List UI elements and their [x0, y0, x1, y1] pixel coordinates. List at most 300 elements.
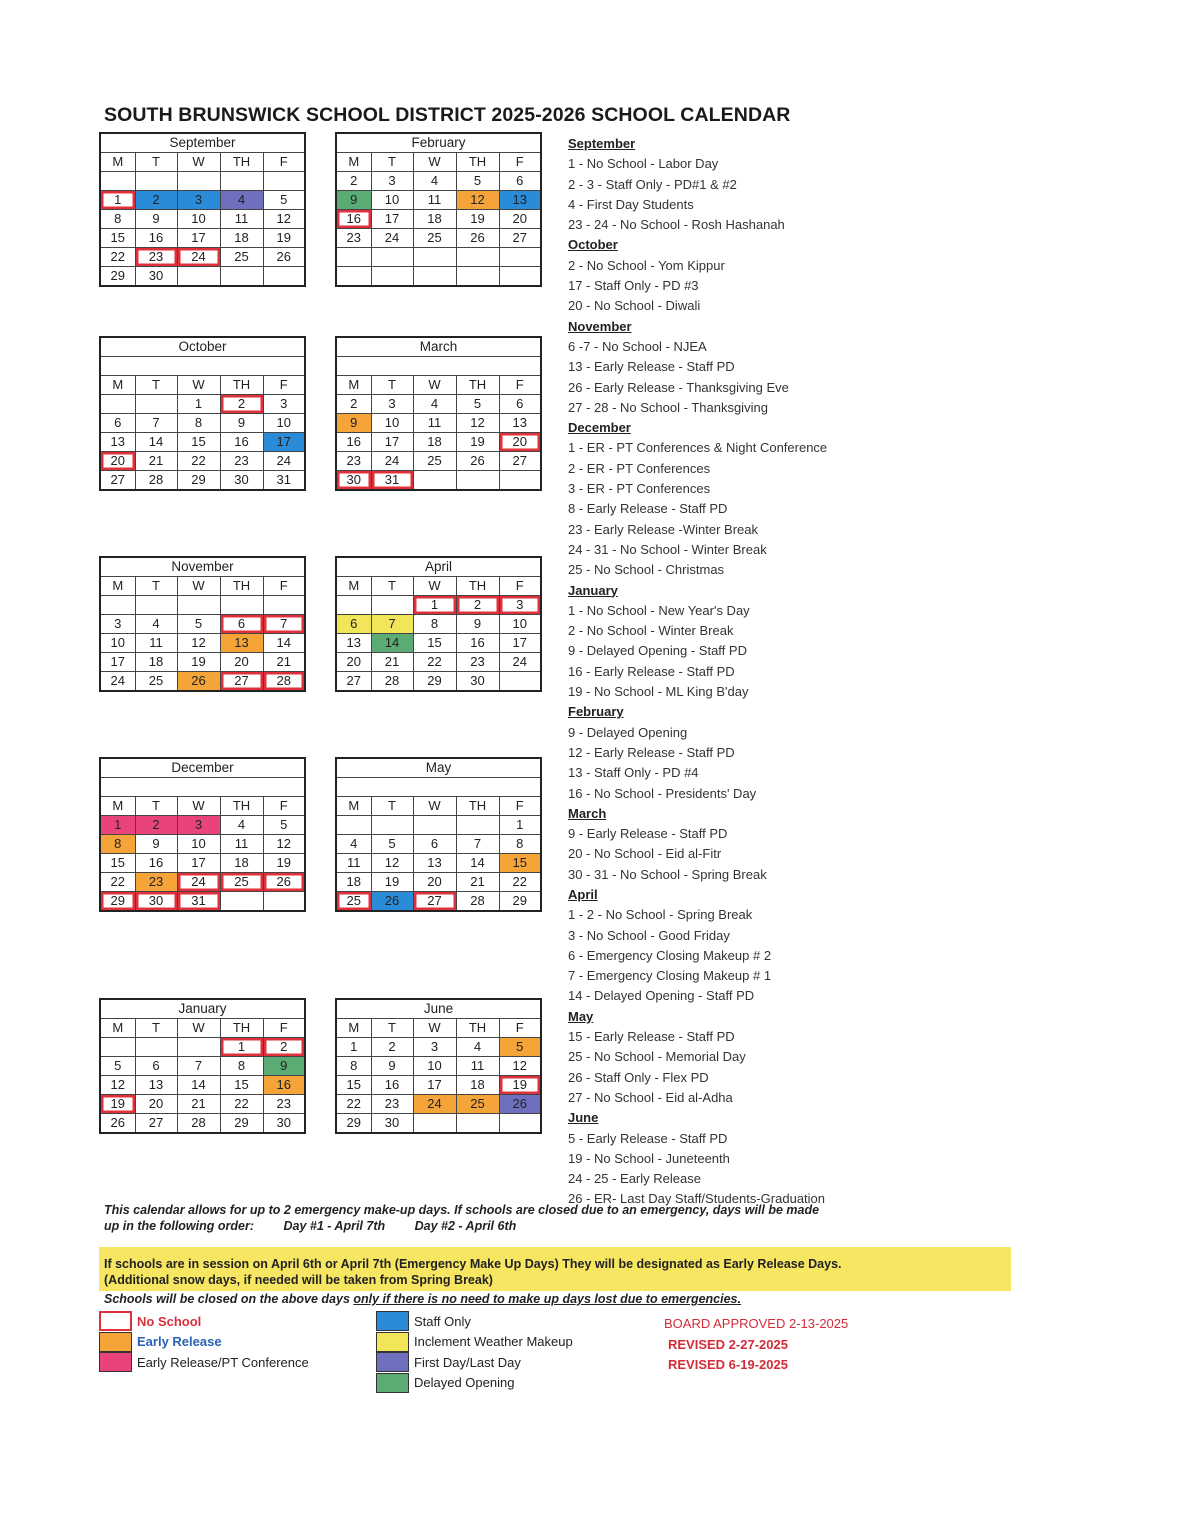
- day-cell: 3: [413, 1038, 456, 1057]
- day-cell: 28: [177, 1114, 220, 1134]
- day-cell: 27: [336, 672, 371, 692]
- day-cell: 21: [456, 873, 499, 892]
- day-cell: 20: [336, 653, 371, 672]
- empty-cell: [499, 267, 541, 287]
- day-cell: 29: [177, 471, 220, 491]
- week-row: [336, 615, 541, 634]
- day-cell: 27: [135, 1114, 177, 1134]
- day-cell: 3: [499, 596, 541, 615]
- empty-cell: [499, 248, 541, 267]
- day-cell: 24: [413, 1095, 456, 1114]
- day-cell: 19: [499, 1076, 541, 1095]
- weekday-header: W: [177, 797, 220, 816]
- week-row: [100, 596, 305, 615]
- event-month-heading: February: [568, 704, 624, 720]
- day-cell: 30: [135, 892, 177, 912]
- weekday-header: T: [135, 577, 177, 596]
- weekday-header: M: [100, 153, 135, 172]
- early-release-notice: [104, 1256, 842, 1288]
- closure-note-prefix: Schools will be closed on the above days: [104, 1292, 354, 1306]
- weekday-header: M: [336, 376, 371, 395]
- day-cell: 10: [177, 835, 220, 854]
- empty-cell: [336, 267, 371, 287]
- empty-cell: [177, 1038, 220, 1057]
- day-cell: 18: [220, 229, 263, 248]
- day-cell: 23: [456, 653, 499, 672]
- emergency-note: [104, 1202, 924, 1234]
- day-cell: 13: [499, 191, 541, 210]
- event-item: 1 - No School - Labor Day: [568, 156, 719, 172]
- day-cell: 13: [413, 854, 456, 873]
- month-name: October: [100, 337, 305, 357]
- event-item: 19 - No School - Juneteenth: [568, 1150, 730, 1166]
- empty-cell: [135, 172, 177, 191]
- day-cell: 15: [177, 433, 220, 452]
- day-cell: 2: [135, 816, 177, 835]
- event-month-heading: April: [568, 886, 598, 902]
- event-month-heading: January: [568, 582, 618, 598]
- event-item: 2 - 3 - Staff Only - PD#1 & #2: [568, 176, 737, 192]
- weekday-header: W: [413, 376, 456, 395]
- legend-item-do: [376, 1373, 514, 1393]
- day-cell: 6: [336, 615, 371, 634]
- empty-cell: [413, 267, 456, 287]
- day-cell: 12: [263, 210, 305, 229]
- day-cell: 1: [499, 816, 541, 835]
- day-cell: 24: [177, 248, 220, 267]
- weekday-header: T: [135, 1019, 177, 1038]
- day-cell: 4: [456, 1038, 499, 1057]
- day-cell: 4: [220, 816, 263, 835]
- weekday-header: W: [413, 153, 456, 172]
- day-cell: 27: [499, 229, 541, 248]
- day-cell: 13: [220, 634, 263, 653]
- week-row: [100, 229, 305, 248]
- day-cell: 21: [263, 653, 305, 672]
- day-cell: 24: [499, 653, 541, 672]
- event-item: 19 - No School - ML King B'day: [568, 684, 749, 700]
- day-cell: 14: [456, 854, 499, 873]
- empty-cell: [135, 596, 177, 615]
- week-row: [336, 892, 541, 912]
- empty-cell: [135, 395, 177, 414]
- day-cell: 1: [100, 191, 135, 210]
- week-row: [336, 835, 541, 854]
- day-cell: 4: [413, 395, 456, 414]
- day-cell: 5: [499, 1038, 541, 1057]
- day-cell: 9: [135, 210, 177, 229]
- day-cell: 25: [336, 892, 371, 912]
- week-row: [336, 1038, 541, 1057]
- event-item: 24 - 31 - No School - Winter Break: [568, 541, 767, 557]
- weekday-header: W: [413, 797, 456, 816]
- day-cell: 11: [135, 634, 177, 653]
- event-item: 4 - First Day Students: [568, 196, 694, 212]
- empty-cell: [100, 1038, 135, 1057]
- day-cell: 10: [371, 414, 413, 433]
- event-item: 2 - No School - Yom Kippur: [568, 257, 725, 273]
- day-cell: 27: [499, 452, 541, 471]
- day-cell: 25: [456, 1095, 499, 1114]
- day-cell: 8: [100, 835, 135, 854]
- month-name: June: [336, 999, 541, 1019]
- day-cell: 21: [177, 1095, 220, 1114]
- day-cell: 2: [220, 395, 263, 414]
- event-item: 20 - No School - Eid al-Fitr: [568, 846, 722, 862]
- week-row: [336, 414, 541, 433]
- day-cell: 30: [336, 471, 371, 491]
- week-row: [100, 816, 305, 835]
- week-row: [100, 248, 305, 267]
- day-cell: 10: [413, 1057, 456, 1076]
- notice-line1: If schools are in session on April 6th or April 7th (Emergency Make Up Days) They will be designated as Early Release Days.: [104, 1257, 842, 1271]
- week-row: [100, 1114, 305, 1134]
- day-cell: 19: [456, 433, 499, 452]
- day-cell: 1: [220, 1038, 263, 1057]
- event-item: 26 - ER- Last Day Staff/Students-Graduation: [568, 1191, 826, 1207]
- event-item: 9 - Delayed Opening: [568, 724, 688, 740]
- day-cell: 29: [499, 892, 541, 912]
- weekday-header: T: [371, 153, 413, 172]
- weekday-header: F: [499, 376, 541, 395]
- day-cell: 31: [177, 892, 220, 912]
- event-item: 20 - No School - Diwali: [568, 298, 701, 314]
- event-item: 16 - No School - Presidents' Day: [568, 785, 757, 801]
- day-cell: 4: [336, 835, 371, 854]
- day-cell: 15: [499, 854, 541, 873]
- empty-cell: [100, 596, 135, 615]
- day-cell: 24: [100, 672, 135, 692]
- event-item: 7 - Emergency Closing Makeup # 1: [568, 968, 772, 984]
- empty-cell: [263, 267, 305, 287]
- day-cell: 18: [336, 873, 371, 892]
- day-cell: 25: [220, 248, 263, 267]
- day-cell: 18: [456, 1076, 499, 1095]
- legend-label: Delayed Opening: [414, 1375, 515, 1390]
- day-cell: 21: [135, 452, 177, 471]
- day-cell: 17: [371, 210, 413, 229]
- month-name: September: [100, 133, 305, 153]
- day-cell: 3: [371, 395, 413, 414]
- day-cell: 1: [177, 395, 220, 414]
- day-cell: 10: [263, 414, 305, 433]
- day-cell: 11: [220, 210, 263, 229]
- day-cell: 20: [220, 653, 263, 672]
- spacer-row: [336, 778, 541, 797]
- spacer-row: [336, 357, 541, 376]
- day-cell: 17: [263, 433, 305, 452]
- empty-cell: [371, 596, 413, 615]
- day-cell: 28: [371, 672, 413, 692]
- day-cell: 16: [371, 1076, 413, 1095]
- event-item: 26 - Early Release - Thanksgiving Eve: [568, 379, 789, 395]
- approval-stamps: [664, 1314, 848, 1376]
- weekday-header: M: [336, 1019, 371, 1038]
- empty-cell: [371, 816, 413, 835]
- weekday-header: TH: [220, 153, 263, 172]
- day-cell: 7: [177, 1057, 220, 1076]
- day-cell: 9: [336, 414, 371, 433]
- page-title: SOUTH BRUNSWICK SCHOOL DISTRICT 2025-2026 SCHOOL CALENDAR: [104, 104, 791, 126]
- empty-cell: [456, 1114, 499, 1134]
- calendar-november: [99, 556, 306, 692]
- empty-cell: [336, 596, 371, 615]
- day-cell: 30: [263, 1114, 305, 1134]
- weekday-header: W: [413, 1019, 456, 1038]
- event-item: 25 - No School - Memorial Day: [568, 1049, 746, 1065]
- day-cell: 12: [177, 634, 220, 653]
- day-cell: 13: [336, 634, 371, 653]
- order-prefix: up in the following order:: [104, 1219, 254, 1233]
- week-row: [336, 1095, 541, 1114]
- day-cell: 18: [135, 653, 177, 672]
- day-cell: 3: [177, 191, 220, 210]
- day-cell: 23: [263, 1095, 305, 1114]
- day-cell: 19: [177, 653, 220, 672]
- empty-cell: [336, 816, 371, 835]
- day-cell: 10: [371, 191, 413, 210]
- empty-cell: [371, 267, 413, 287]
- week-row: [100, 471, 305, 491]
- empty-cell: [263, 172, 305, 191]
- legend-swatch: [376, 1332, 409, 1352]
- day-cell: 11: [413, 191, 456, 210]
- weekday-header: TH: [456, 1019, 499, 1038]
- calendar-february: [335, 132, 542, 287]
- event-item: 12 - Early Release - Staff PD: [568, 744, 735, 760]
- board-approved: BOARD APPROVED 2-13-2025: [664, 1316, 849, 1331]
- day-cell: 15: [336, 1076, 371, 1095]
- day-cell: 20: [135, 1095, 177, 1114]
- legend-swatch: [99, 1352, 132, 1372]
- day-cell: 26: [100, 1114, 135, 1134]
- week-row: [336, 471, 541, 491]
- day-cell: 16: [263, 1076, 305, 1095]
- day-cell: 9: [371, 1057, 413, 1076]
- event-item: 15 - Early Release - Staff PD: [568, 1029, 735, 1045]
- day-cell: 15: [220, 1076, 263, 1095]
- empty-cell: [413, 471, 456, 491]
- events-list: [568, 134, 827, 1210]
- event-month-heading: December: [568, 420, 631, 436]
- empty-cell: [263, 892, 305, 912]
- day-cell: 3: [177, 816, 220, 835]
- week-row: [336, 653, 541, 672]
- spacer-row: [100, 778, 305, 797]
- day-cell: 5: [263, 816, 305, 835]
- day-cell: 11: [220, 835, 263, 854]
- legend-label: First Day/Last Day: [414, 1354, 521, 1370]
- day-cell: 10: [177, 210, 220, 229]
- legend-label: Early Release/PT Conference: [137, 1354, 309, 1370]
- legend-swatch: [99, 1311, 132, 1331]
- day-cell: 21: [371, 653, 413, 672]
- legend-swatch: [376, 1352, 409, 1372]
- day-cell: 2: [263, 1038, 305, 1057]
- makeup-day-1: Day #1 - April 7th: [283, 1219, 386, 1233]
- day-cell: 30: [371, 1114, 413, 1134]
- calendar-october: [99, 336, 306, 491]
- closure-note-underlined: only if there is no need to make up days lost due to emergencies.: [353, 1292, 741, 1306]
- weekday-header: TH: [456, 797, 499, 816]
- event-item: 14 - Delayed Opening - Staff PD: [568, 988, 755, 1004]
- day-cell: 17: [499, 634, 541, 653]
- day-cell: 23: [135, 248, 177, 267]
- week-row: [100, 191, 305, 210]
- day-cell: 18: [413, 433, 456, 452]
- legend-item-er: [99, 1332, 222, 1352]
- event-item: 3 - No School - Good Friday: [568, 927, 730, 943]
- legend-label: Staff Only: [414, 1313, 471, 1329]
- weekday-header: T: [371, 797, 413, 816]
- week-row: [100, 1057, 305, 1076]
- event-item: 23 - 24 - No School - Rosh Hashanah: [568, 217, 785, 233]
- week-row: [336, 1076, 541, 1095]
- day-cell: 25: [413, 229, 456, 248]
- empty-cell: [177, 172, 220, 191]
- day-cell: 4: [413, 172, 456, 191]
- day-cell: 8: [100, 210, 135, 229]
- week-row: [336, 873, 541, 892]
- week-row: [100, 395, 305, 414]
- day-cell: 31: [371, 471, 413, 491]
- weekday-header: W: [177, 376, 220, 395]
- weekday-header: M: [336, 153, 371, 172]
- day-cell: 28: [263, 672, 305, 692]
- event-item: 2 - ER - PT Conferences: [568, 460, 711, 476]
- day-cell: 30: [220, 471, 263, 491]
- event-item: 9 - Early Release - Staff PD: [568, 826, 728, 842]
- day-cell: 23: [220, 452, 263, 471]
- event-item: 13 - Staff Only - PD #4: [568, 765, 699, 781]
- weekday-header: TH: [456, 376, 499, 395]
- week-row: [336, 229, 541, 248]
- week-row: [336, 267, 541, 287]
- week-row: [336, 433, 541, 452]
- day-cell: 26: [177, 672, 220, 692]
- month-name: January: [100, 999, 305, 1019]
- empty-cell: [456, 471, 499, 491]
- event-item: 30 - 31 - No School - Spring Break: [568, 866, 767, 882]
- day-cell: 29: [336, 1114, 371, 1134]
- day-cell: 16: [135, 229, 177, 248]
- weekday-header: W: [177, 1019, 220, 1038]
- legend-item-pt: [99, 1352, 309, 1372]
- week-row: [100, 1038, 305, 1057]
- calendar-january: [99, 998, 306, 1134]
- event-item: 23 - Early Release -Winter Break: [568, 521, 759, 537]
- day-cell: 22: [336, 1095, 371, 1114]
- day-cell: 9: [456, 615, 499, 634]
- day-cell: 27: [220, 672, 263, 692]
- event-item: 8 - Early Release - Staff PD: [568, 501, 728, 517]
- day-cell: 15: [100, 229, 135, 248]
- day-cell: 1: [413, 596, 456, 615]
- weekday-header: M: [100, 1019, 135, 1038]
- day-cell: 8: [220, 1057, 263, 1076]
- day-cell: 20: [499, 210, 541, 229]
- week-row: [100, 1095, 305, 1114]
- day-cell: 19: [100, 1095, 135, 1114]
- event-month-heading: June: [568, 1110, 599, 1126]
- week-row: [336, 596, 541, 615]
- closure-note: [104, 1292, 741, 1306]
- empty-cell: [456, 267, 499, 287]
- day-cell: 3: [100, 615, 135, 634]
- weekday-header: F: [263, 376, 305, 395]
- day-cell: 17: [371, 433, 413, 452]
- day-cell: 5: [456, 395, 499, 414]
- day-cell: 17: [177, 229, 220, 248]
- week-row: [100, 414, 305, 433]
- empty-cell: [100, 172, 135, 191]
- weekday-header: F: [263, 153, 305, 172]
- week-row: [100, 210, 305, 229]
- event-item: 5 - Early Release - Staff PD: [568, 1130, 728, 1146]
- day-cell: 4: [135, 615, 177, 634]
- week-row: [100, 873, 305, 892]
- event-month-heading: March: [568, 805, 607, 821]
- day-cell: 6: [220, 615, 263, 634]
- day-cell: 8: [499, 835, 541, 854]
- day-cell: 30: [135, 267, 177, 287]
- weekday-header: T: [371, 376, 413, 395]
- week-row: [100, 672, 305, 692]
- event-item: 3 - ER - PT Conferences: [568, 481, 711, 497]
- day-cell: 16: [135, 854, 177, 873]
- day-cell: 1: [336, 1038, 371, 1057]
- empty-cell: [177, 596, 220, 615]
- day-cell: 5: [456, 172, 499, 191]
- weekday-header: F: [263, 797, 305, 816]
- day-cell: 26: [499, 1095, 541, 1114]
- week-row: [100, 653, 305, 672]
- weekday-header: TH: [220, 1019, 263, 1038]
- day-cell: 13: [100, 433, 135, 452]
- empty-cell: [220, 267, 263, 287]
- day-cell: 14: [135, 433, 177, 452]
- weekday-header: TH: [220, 797, 263, 816]
- event-month-heading: May: [568, 1008, 594, 1024]
- day-cell: 13: [135, 1076, 177, 1095]
- event-item: 6 - Emergency Closing Makeup # 2: [568, 947, 772, 963]
- week-row: [336, 816, 541, 835]
- day-cell: 24: [371, 452, 413, 471]
- day-cell: 7: [135, 414, 177, 433]
- day-cell: 7: [263, 615, 305, 634]
- weekday-header: M: [100, 577, 135, 596]
- day-cell: 25: [135, 672, 177, 692]
- event-item: 6 -7 - No School - NJEA: [568, 338, 707, 354]
- week-row: [100, 854, 305, 873]
- empty-cell: [263, 596, 305, 615]
- revised-date-1: REVISED 2-27-2025: [668, 1336, 788, 1352]
- legend-item-ns: [99, 1311, 201, 1331]
- day-cell: 27: [100, 471, 135, 491]
- week-row: [100, 634, 305, 653]
- calendar-december: [99, 757, 306, 912]
- day-cell: 11: [336, 854, 371, 873]
- day-cell: 13: [499, 414, 541, 433]
- legend-label: Early Release: [137, 1334, 222, 1349]
- week-row: [100, 1076, 305, 1095]
- day-cell: 22: [100, 248, 135, 267]
- day-cell: 12: [456, 414, 499, 433]
- day-cell: 23: [371, 1095, 413, 1114]
- day-cell: 10: [100, 634, 135, 653]
- event-month-heading: September: [568, 136, 636, 151]
- month-name: April: [336, 557, 541, 577]
